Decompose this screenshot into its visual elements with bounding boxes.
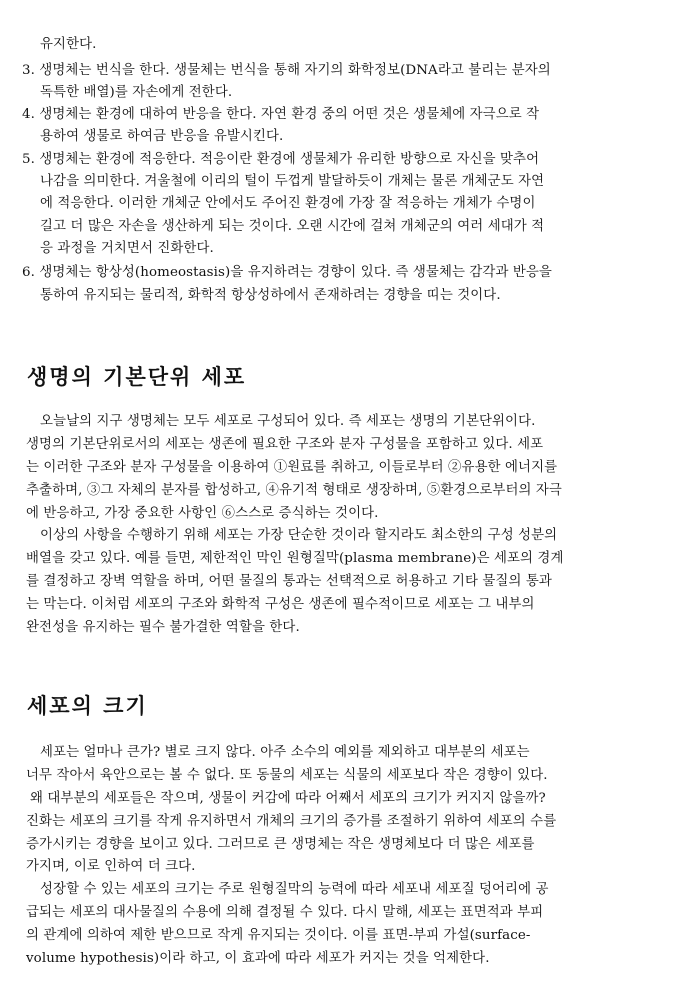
list-line: 길고 더 많은 자손을 생산하게 되는 것이다. 오랜 시간에 걸쳐 개체군의 여러 세대가 적: [40, 219, 545, 234]
list-item-5: 5. 생명체는 환경에 적응한다. 적응이란 환경에 생물체가 유리한 방향으로 자신을 맞추어: [22, 152, 540, 167]
paragraph-line: 는 이러한 구조와 분자 구성물을 이용하여 ①원료를 취하고, 이들로부터 ②유용한 에너지를: [26, 460, 558, 475]
paragraph-line: 추출하며, ③그 자체의 분자를 합성하고, ④유기적 형태로 생장하며, ⑤환경으로부터의 자극: [26, 483, 562, 498]
paragraph-line: 급되는 세포의 대사물질의 수용에 의해 결정될 수 있다. 다시 말해, 세포는 표면적과 부피: [26, 905, 544, 920]
paragraph-line: 세포는 얼마나 큰가? 별로 크지 않다. 아주 소수의 예외를 제외하고 대부분의 세포는: [40, 745, 530, 760]
list-line: 유지한다.: [40, 37, 97, 52]
list-line: 통하여 유지되는 물리적, 화학적 항상성하에서 존재하려는 경향을 띠는 것이다.: [40, 288, 501, 303]
paragraph-line: 배열을 갖고 있다. 예를 들면, 제한적인 막인 원형질막(plasma membrane)은 세포의 경계: [26, 551, 564, 566]
paragraph-line: 가지며, 이로 인하여 더 크다.: [26, 859, 196, 874]
list-line: 나감을 의미한다. 겨울철에 이리의 털이 두껍게 발달하듯이 개체는 물론 개체군도 자연: [40, 174, 545, 189]
paragraph-line: 는 막는다. 이처럼 세포의 구조와 화학적 구성은 생존에 필수적이므로 세포는 그 내부의: [26, 597, 535, 612]
list-line: 응 과정을 거치면서 진화한다.: [40, 241, 214, 256]
section-heading: 생명의 기본단위 세포: [27, 365, 247, 389]
list-line: 에 적응한다. 이러한 개체군 안에서도 주어진 환경에 가장 잘 적응하는 개체가 수명이: [40, 196, 536, 211]
paragraph-line: 왜 대부분의 세포들은 작으며, 생물이 커감에 따라 어째서 세포의 크기가 커지지 않을까?: [30, 791, 546, 806]
list-line: 용하여 생물로 하여금 반응을 유발시킨다.: [40, 129, 284, 144]
paragraph-line: 의 관계에 의하여 제한 받으므로 작게 유지되는 것이다. 이를 표면-부피 가설(surface-: [26, 928, 531, 943]
paragraph-line: 완전성을 유지하는 필수 불가결한 역할을 한다.: [26, 620, 300, 635]
paragraph-line: volume hypothesis)이라 하고, 이 효과에 따라 세포가 커지는 것을 억제한다.: [26, 951, 490, 966]
paragraph-line: 이상의 사항을 수행하기 위해 세포는 가장 단순한 것이라 할지라도 최소한의 구성 성분의: [40, 528, 558, 543]
paragraph-line: 를 결정하고 장벽 역할을 하며, 어떤 물질의 통과는 선택적으로 허용하고 기타 물질의 통과: [26, 574, 552, 589]
list-item-3: 3. 생명체는 번식을 한다. 생물체는 번식을 통해 자기의 화학정보(DNA라고 불리는 분자의: [22, 63, 551, 78]
paragraph-line: 진화는 세포의 크기를 작게 유지하면서 개체의 크기의 증가를 조절하기 위하여 세포의 수를: [26, 814, 557, 829]
list-item-6: 6. 생명체는 항상성(homeostasis)을 유지하려는 경향이 있다. 즉 생물체는 감각과 반응을: [22, 265, 552, 280]
section-heading: 세포의 크기: [27, 694, 148, 718]
paragraph-line: 생명의 기본단위로서의 세포는 생존에 필요한 구조와 분자 구성물을 포함하고 있다. 세포: [26, 437, 544, 452]
paragraph-line: 증가시키는 경향을 보이고 있다. 그러므로 큰 생명체는 작은 생명체보다 더 많은 세포를: [26, 837, 535, 852]
paragraph-line: 오늘날의 지구 생명체는 모두 세포로 구성되어 있다. 즉 세포는 생명의 기본단위이다.: [40, 414, 536, 429]
list-line: 독특한 배열)를 자손에게 전한다.: [40, 85, 233, 100]
paragraph-line: 너무 작아서 육안으로는 볼 수 없다. 또 동물의 세포는 식물의 세포보다 작은 경향이 있다.: [26, 768, 548, 783]
paragraph-line: 성장할 수 있는 세포의 크기는 주로 원형질막의 능력에 따라 세포내 세포질 덩어리에 공: [40, 882, 549, 897]
paragraph-line: 에 반응하고, 가장 중요한 사항인 ⑥스스로 증식하는 것이다.: [26, 506, 379, 521]
list-item-4: 4. 생명체는 환경에 대하여 반응을 한다. 자연 환경 중의 어떤 것은 생물체에 자극으로 작: [22, 107, 540, 122]
